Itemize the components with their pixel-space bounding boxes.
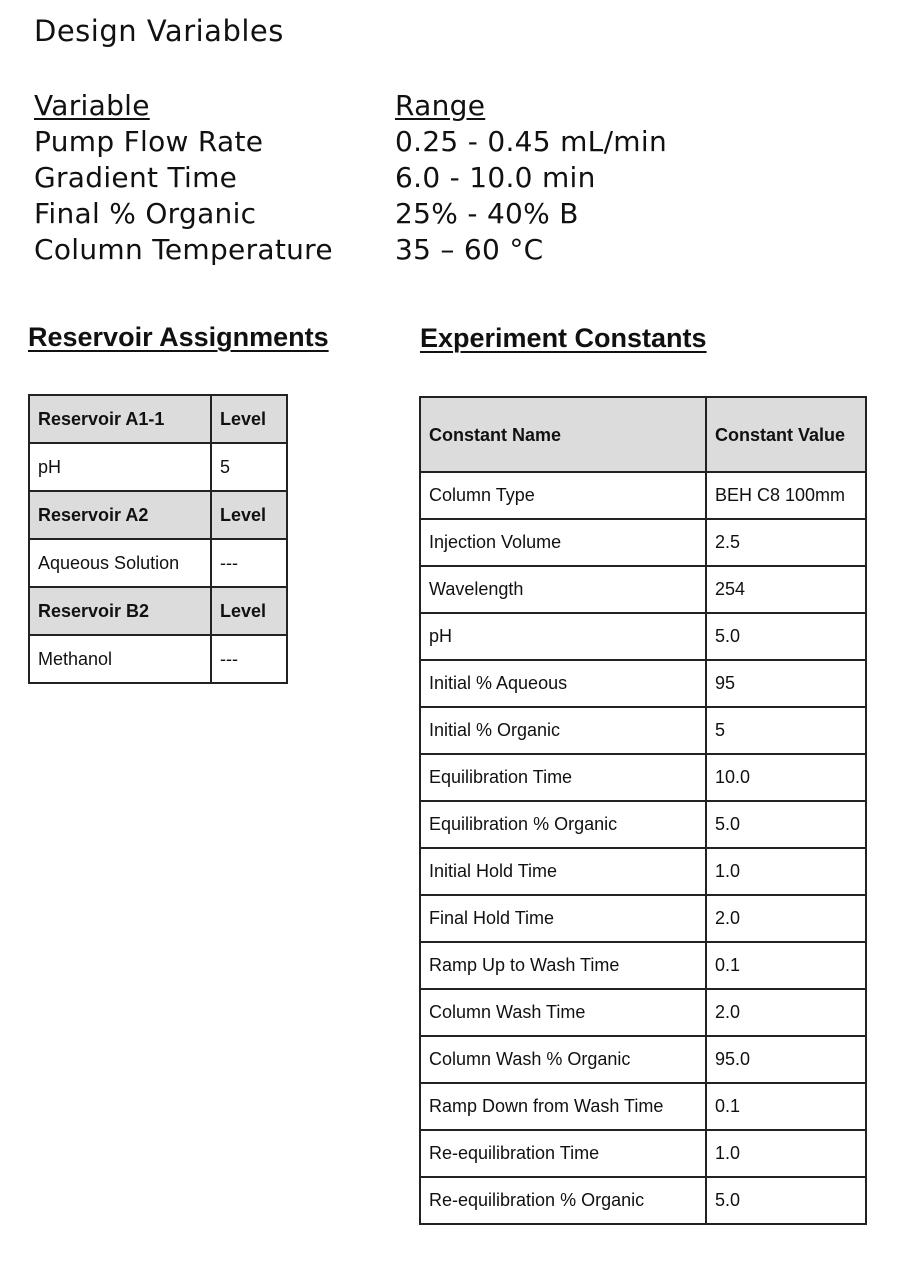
variable-range: 0.25 - 0.45 mL/min [395,125,668,158]
constant-name: Wavelength [420,566,706,613]
table-row [420,1036,866,1083]
range-column-header: Range [395,89,486,122]
variable-row [34,232,667,268]
constant-value: 0.1 [706,1083,866,1130]
constant-name: Column Wash % Organic [420,1036,706,1083]
reservoir-header: Reservoir A1-1 [29,395,211,443]
constant-value: 1.0 [706,848,866,895]
experiment-constants-title: Experiment Constants [420,323,707,353]
constant-value: 2.0 [706,989,866,1036]
reservoir-item: Methanol [29,635,211,683]
table-row [420,566,866,613]
reservoir-assignments-table [28,394,288,684]
reservoir-level: --- [211,635,287,683]
constant-name: Equilibration Time [420,754,706,801]
variable-range: 6.0 - 10.0 min [395,161,596,194]
constant-value: 2.5 [706,519,866,566]
constant-name: pH [420,613,706,660]
table-row [29,635,287,683]
variable-name: Column Temperature [34,233,333,266]
table-row [420,519,866,566]
table-row [29,587,287,635]
constant-name: Initial % Organic [420,707,706,754]
constant-name: Ramp Down from Wash Time [420,1083,706,1130]
table-row [29,539,287,587]
reservoir-level: --- [211,539,287,587]
constant-value: 5.0 [706,613,866,660]
variable-name: Pump Flow Rate [34,125,264,158]
variable-row [34,124,667,160]
constant-value: 5 [706,707,866,754]
table-row [420,754,866,801]
variable-name: Gradient Time [34,161,238,194]
table-row [29,443,287,491]
constant-name-header: Constant Name [420,397,706,472]
table-row [420,989,866,1036]
reservoir-item: pH [29,443,211,491]
table-row [420,1177,866,1224]
constant-name: Initial Hold Time [420,848,706,895]
table-row [420,942,866,989]
variable-range: 35 – 60 °C [395,233,544,266]
table-row [29,491,287,539]
design-variables-list [34,88,667,268]
level-header: Level [211,395,287,443]
variable-row [34,196,667,232]
constant-value: BEH C8 100mm [706,472,866,519]
constant-value: 5.0 [706,1177,866,1224]
table-row [29,395,287,443]
constant-name: Final Hold Time [420,895,706,942]
reservoir-header: Reservoir B2 [29,587,211,635]
constant-value: 0.1 [706,942,866,989]
constant-value: 1.0 [706,1130,866,1177]
constant-name: Column Type [420,472,706,519]
constant-value: 2.0 [706,895,866,942]
table-header-row [420,397,866,472]
page-title: Design Variables [34,14,284,48]
variable-column-header: Variable [34,89,150,122]
constant-value: 10.0 [706,754,866,801]
constant-value: 95 [706,660,866,707]
constant-value: 95.0 [706,1036,866,1083]
constant-value: 254 [706,566,866,613]
table-row [420,895,866,942]
constant-name: Ramp Up to Wash Time [420,942,706,989]
reservoir-assignments-title: Reservoir Assignments [28,322,329,352]
table-row [420,1083,866,1130]
reservoir-level: 5 [211,443,287,491]
constant-name: Injection Volume [420,519,706,566]
constant-value: 5.0 [706,801,866,848]
constant-name: Initial % Aqueous [420,660,706,707]
reservoir-item: Aqueous Solution [29,539,211,587]
constant-name: Column Wash Time [420,989,706,1036]
variable-name: Final % Organic [34,197,257,230]
reservoir-header: Reservoir A2 [29,491,211,539]
variable-range: 25% - 40% B [395,197,579,230]
experiment-constants-table [419,396,867,1225]
design-variables-header [34,88,667,124]
table-row [420,707,866,754]
table-row [420,613,866,660]
table-row [420,1130,866,1177]
constant-name: Re-equilibration % Organic [420,1177,706,1224]
constant-value-header: Constant Value [706,397,866,472]
table-row [420,801,866,848]
level-header: Level [211,491,287,539]
table-row [420,472,866,519]
table-row [420,660,866,707]
constant-name: Re-equilibration Time [420,1130,706,1177]
constant-name: Equilibration % Organic [420,801,706,848]
variable-row [34,160,667,196]
level-header: Level [211,587,287,635]
table-row [420,848,866,895]
